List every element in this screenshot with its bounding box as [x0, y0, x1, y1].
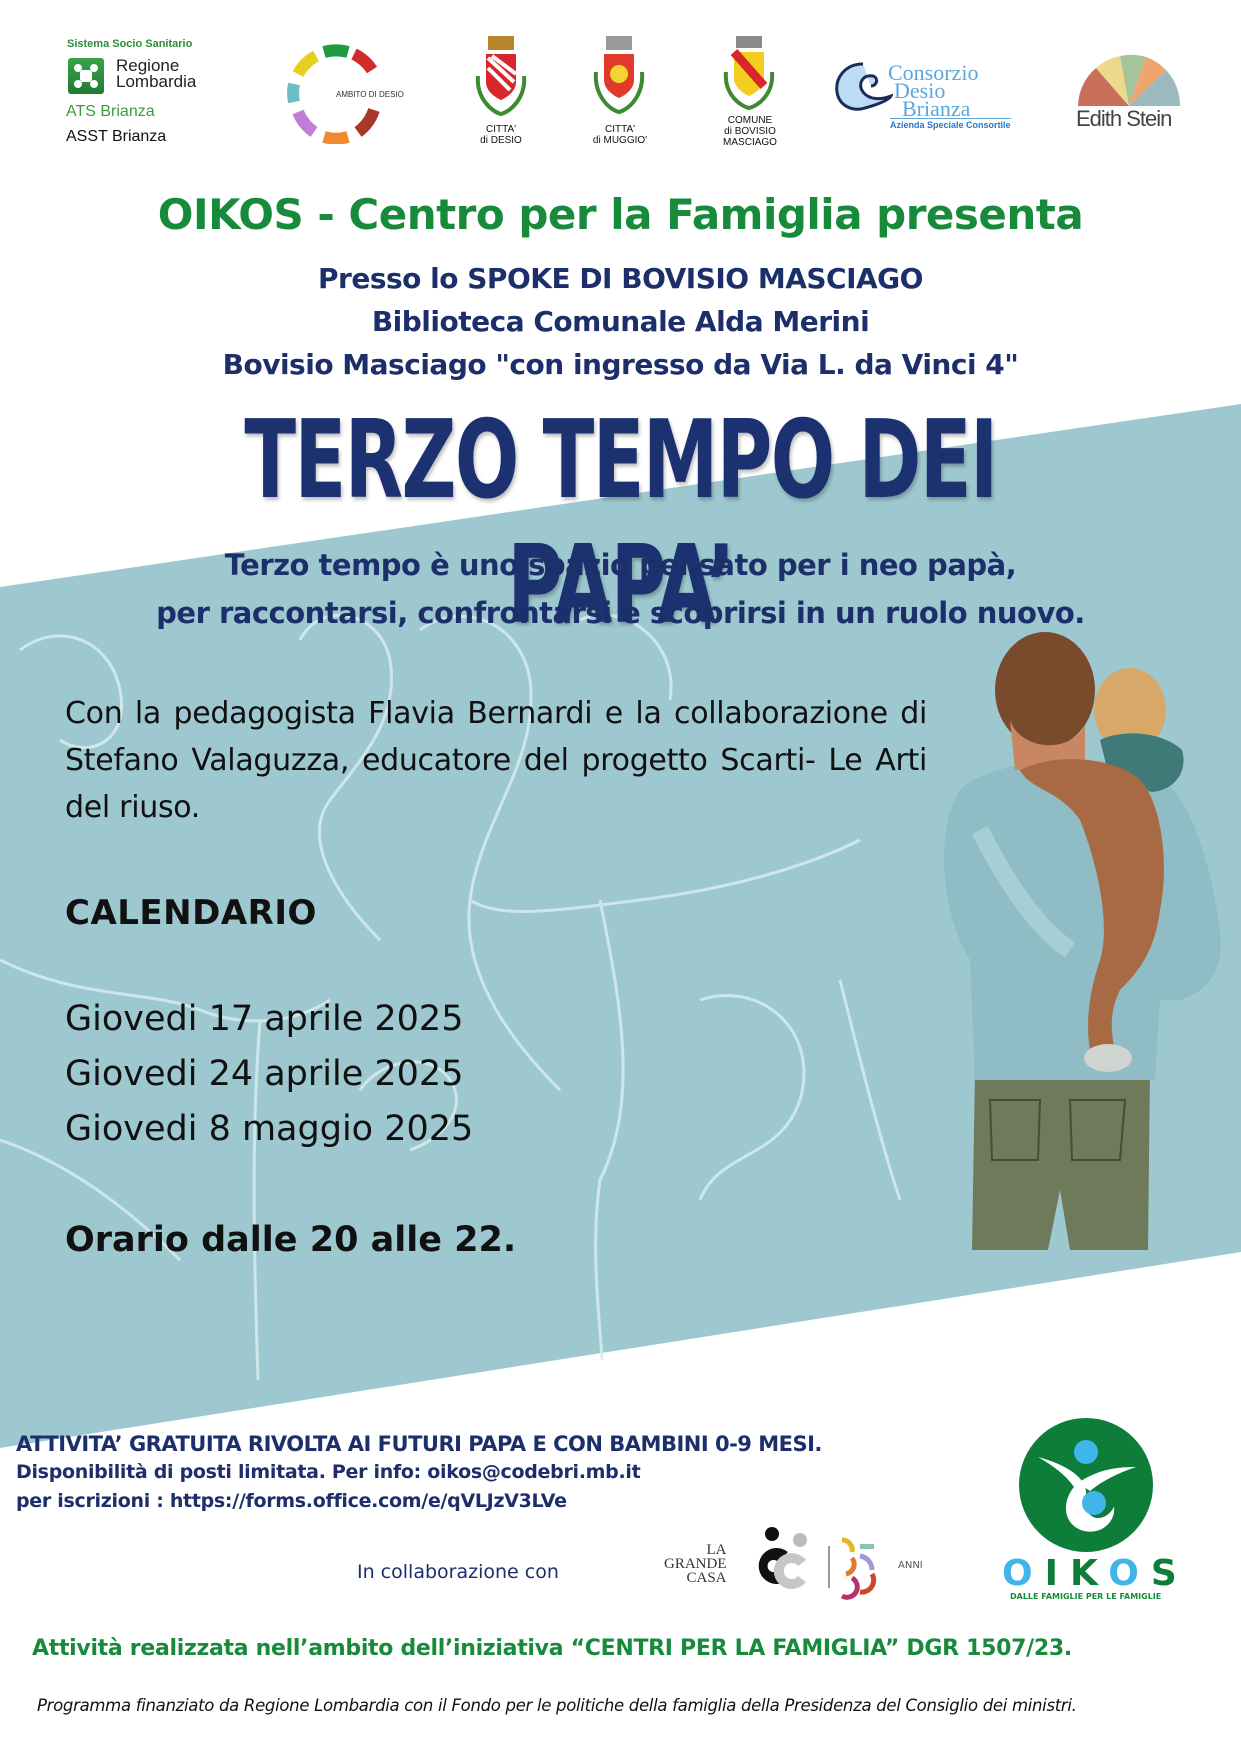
oikos-letter: O — [1108, 1553, 1151, 1594]
oikos-letter: K — [1070, 1553, 1109, 1594]
oikos-logo-icon — [1018, 1417, 1154, 1553]
regione-lombardia-emblem-icon — [68, 58, 104, 94]
partner-line3: CASA — [686, 1570, 727, 1586]
desio-line1: CITTA' — [485, 124, 517, 135]
consorzio-subtitle: Azienda Speciale Consortile — [890, 120, 1011, 130]
regione-line: Regione — [116, 56, 180, 75]
edith-stein-label: Edith Stein — [1076, 106, 1172, 131]
availability-info: Disponibilità di posti limitata. Per info: oikos@codebri.mb.it — [16, 1461, 641, 1483]
intro-line-1: Terzo tempo è uno spazio pensato per i neo papà, — [224, 548, 1017, 582]
edith-stein-sun-icon — [1076, 54, 1182, 106]
oikos-letter: O — [1002, 1553, 1045, 1594]
bovisio-crest-icon — [720, 36, 778, 116]
asst-brianza-label: ASST Brianza — [66, 128, 167, 145]
oikos-wordmark — [1002, 1553, 1189, 1594]
desio-crest-icon — [472, 36, 530, 120]
la-grande-casa-wordmark — [664, 1543, 727, 1585]
oikos-letter: S — [1150, 1553, 1189, 1594]
lombardia-line: Lombardia — [116, 72, 197, 91]
father-child-illustration — [920, 630, 1230, 1270]
regione-lombardia-top-line: Sistema Socio Sanitario — [67, 38, 193, 50]
la-grande-casa-emblem-icon — [752, 1526, 892, 1602]
calendar-heading: CALENDARIO — [65, 893, 317, 933]
intro-line-2: per raccontarsi, confrontarsi e scoprirsi in un ruolo nuovo. — [156, 596, 1085, 630]
consorzio-shell-icon — [833, 60, 893, 116]
partner-line2: GRANDE — [664, 1556, 727, 1572]
event-hours: Orario dalle 20 alle 22. — [65, 1220, 517, 1260]
free-activity-notice: ATTIVITA’ GRATUITA RIVOLTA AI FUTURI PAPA E CON BAMBINI 0-9 MESI. — [16, 1432, 822, 1456]
partner-line1: LA — [706, 1542, 727, 1558]
registration-link[interactable]: per iscrizioni : https://forms.office.com/e/qVLJzV3LVe — [16, 1490, 567, 1512]
initiative-note: Attività realizzata nell’ambito dell’iniziativa “CENTRI PER LA FAMIGLIA” DGR 1507/23. — [32, 1636, 1072, 1661]
ambito-label: AMBITO DI DESIO — [336, 90, 404, 99]
bovisio-line2: di BOVISIO — [724, 126, 776, 137]
collaboration-label: In collaborazione con — [357, 1561, 559, 1583]
consorzio-line3: Brianza — [902, 96, 971, 121]
desio-line2: di DESIO — [480, 135, 522, 146]
oikos-tagline: DALLE FAMIGLIE PER LE FAMIGLIE — [1010, 1592, 1162, 1601]
muggio-line1: CITTA' — [604, 124, 636, 135]
bovisio-label — [712, 115, 788, 148]
venue-line-1: Presso lo SPOKE DI BOVISIO MASCIAGO — [318, 262, 923, 295]
muggio-line2: di MUGGIO' — [592, 135, 648, 146]
anniversary-label: ANNI — [898, 1560, 923, 1571]
venue-line-2: Biblioteca Comunale Alda Merini — [371, 305, 870, 338]
venue-line-3: Bovisio Masciago "con ingresso da Via L. da Vinci 4" — [222, 348, 1019, 381]
muggio-label — [584, 124, 656, 146]
calendar-date: Giovedi 17 aprile 2025 — [65, 999, 464, 1039]
muggio-crest-icon — [590, 36, 648, 120]
event-description: Con la pedagogista Flavia Bernardi e la collaborazione di Stefano Valaguzza, educatore del progetto Scarti- Le Arti del riuso. — [65, 696, 927, 825]
oikos-letter: I — [1044, 1553, 1071, 1594]
bovisio-line1: COMUNE — [727, 115, 773, 126]
funding-note: Programma finanziato da Regione Lombardia con il Fondo per le politiche della famiglia della Presidenza del Consiglio dei ministri. — [37, 1696, 1077, 1715]
regione-lombardia-name — [116, 58, 196, 90]
calendar-date: Giovedi 8 maggio 2025 — [65, 1109, 474, 1149]
consorzio-line2: Desio — [894, 78, 946, 103]
bovisio-line3: MASCIAGO — [723, 137, 777, 148]
consorzio-name — [888, 60, 979, 121]
event-title: TERZO TEMPO DEI PAPA’ — [244, 398, 997, 648]
calendar-date: Giovedi 24 aprile 2025 — [65, 1054, 464, 1094]
desio-label — [468, 124, 534, 146]
ats-brianza-label: ATS Brianza — [66, 103, 155, 120]
consorzio-line1: Consorzio — [888, 60, 979, 85]
presenter-title: OIKOS - Centro per la Famiglia presenta — [157, 190, 1084, 239]
